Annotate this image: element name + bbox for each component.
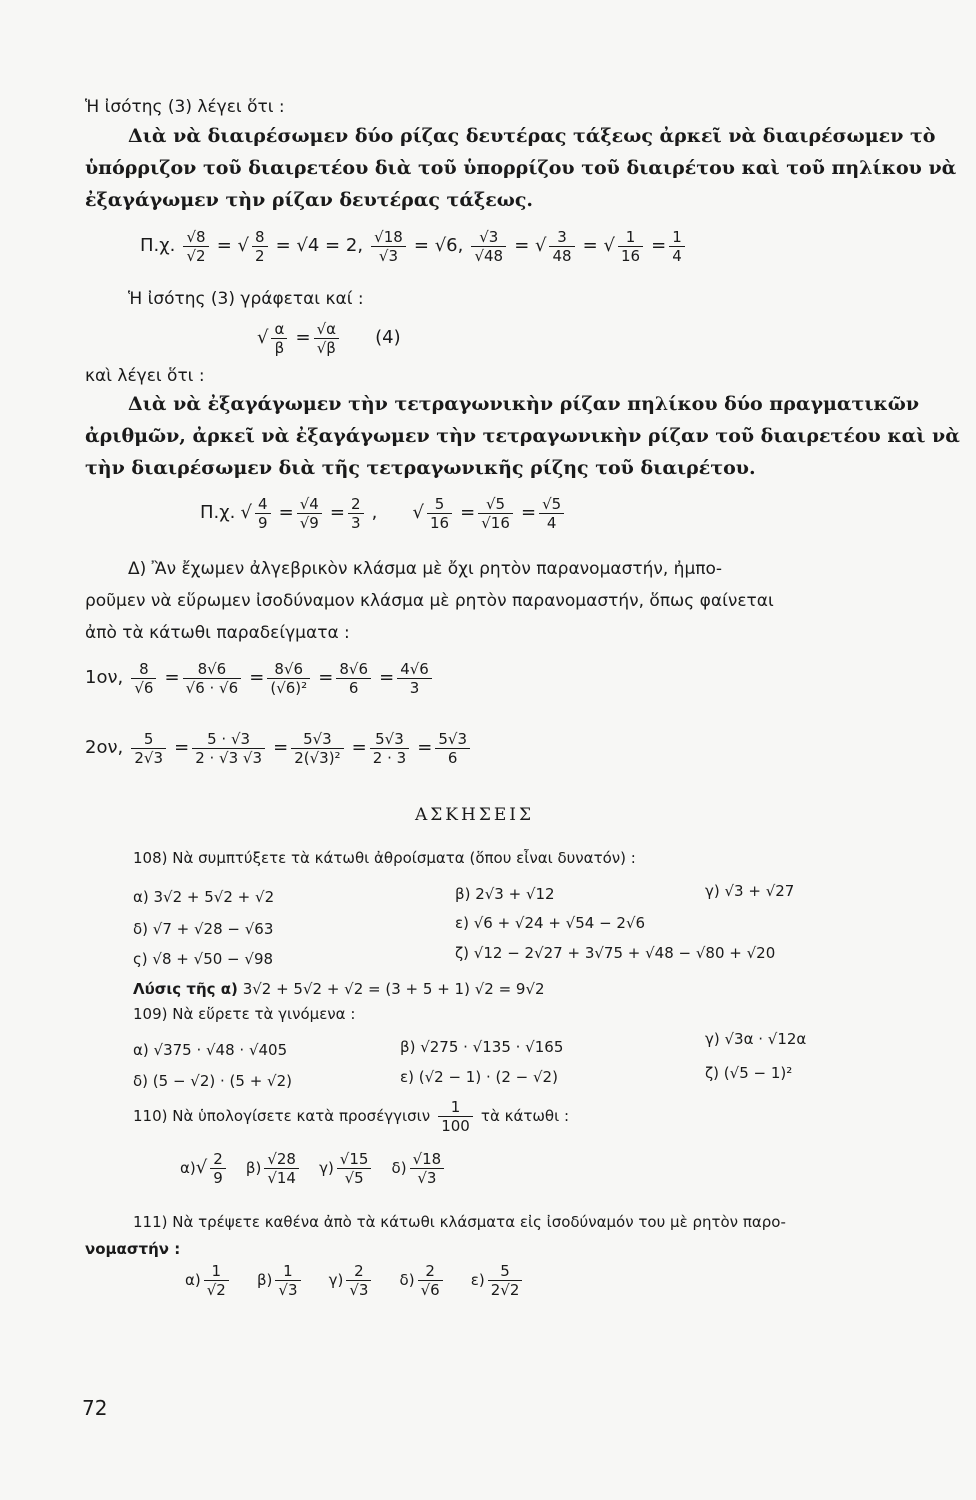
fraction: $\frac{5}{16}$ [427,495,452,532]
solution-text: 3√2 + 5√2 + √2 = (3 + 5 + 1) √2 = 9√2 [242,980,545,998]
fraction: $\frac{1}{100}$ [438,1098,473,1135]
solution-label: Λύσις τῆς α) [133,980,238,998]
exercise-109-title: 109) Νὰ εὕρετε τὰ γινόμενα : [133,1005,356,1023]
exercise-108-b: β) 2√3 + √12 [455,885,555,903]
fraction: $\frac{5√3}{\text{2(√3)²}}$ [291,730,343,767]
fraction: $\frac{2}{3}$ [348,495,364,532]
fraction: $\frac{1}{4}$ [669,228,685,265]
exercise-108-solution [133,980,545,998]
rule2-text-2: ἀριθμῶν, ἀρκεῖ νὰ ἐξαγάγωμεν τὴν τετραγωνικὴν ρίζαν τοῦ διαιρετέου καὶ νὰ [85,425,960,447]
rule-text-1: Διὰ νὰ διαιρέσωμεν δύο ρίζας δευτέρας τάξεως ἀρκεῖ νὰ διαιρέσωμεν τὸ [128,125,936,147]
section-d-line-3: ἀπὸ τὰ κάτωθι παραδείγματα : [85,623,350,643]
rule2-text-3: τὴν διαιρέσωμεν διὰ τῆς τετραγωνικῆς ρίζης τοῦ διαιρέτου. [85,457,756,479]
fraction: $\frac{5}{2√3}$ [131,730,166,767]
fraction: $\frac{√18}{√3}$ [371,228,406,265]
section-d-line-1: Δ) Ἂν ἔχωμεν ἀλγεβρικὸν κλάσμα μὲ ὄχι ρητὸν παρανομαστήν, ἠμπο- [128,559,723,579]
exercise-108-title: 108) Νὰ συμπτύξετε τὰ κάτωθι ἀθροίσματα (ὅπου εἶναι δυνατόν) : [133,849,636,867]
fraction: $\frac{8}{2}$ [252,228,268,265]
fraction: $\frac{5}{2√2}$ [488,1262,523,1299]
row-label: 1ον, [85,667,124,688]
exercise-108-d: δ) √7 + √28 − √63 [133,920,274,938]
example-label: Π.χ. [140,235,176,256]
fraction: $\frac{√18}{√3}$ [410,1150,445,1187]
fraction: $\frac{4}{9}$ [255,495,271,532]
fraction: $\frac{3}{48}$ [549,228,574,265]
fraction: $\frac{5 \cdot √3}{2 \cdot √3 √3}$ [192,730,265,767]
fraction: $\frac{√4}{√9}$ [297,495,322,532]
exercise-110-title: 110) Νὰ ὑπολογίσετε κατὰ προσέγγισιν $\frac{1}{100}$ τὰ κάτωθι : [133,1098,570,1135]
equation-4: √ $\frac{\alpha}{\beta}$ = $\frac{√\alpha}{√\beta}$ (4) [257,320,401,357]
fraction: $\frac{\alpha}{\beta}$ [271,320,287,357]
equality-line: Ἡ ἰσότης (3) γράφεται καί : [128,289,364,309]
example-1: Π.χ. $\frac{√8}{√2}$ = √ $\frac{8}{2}$ = √4 = 2, $\frac{√18}{√3}$ = √6, $\frac{√3}{√48}$ = √ $\frac{3}{48}$ = √ $\frac{1}{16}$ = $\frac{1}{4}$ [140,228,688,265]
exercise-108-z: ζ) √12 − 2√27 + 3√75 + √48 − √80 + √20 [455,944,776,962]
fraction: $\frac{8}{√6}$ [131,660,156,697]
fraction: $\frac{8√6}{6}$ [336,660,371,697]
example-row-1: 1ον, $\frac{8}{√6}$ = $\frac{8√6}{√6 \cdot √6}$ = $\frac{8√6}{\text{(√6)²}}$ = $\frac{8√6}{6}$ = $\frac{4√6}{3}$ [85,660,435,697]
fraction: $\frac{√5}{4}$ [539,495,564,532]
exercises-heading: ΑΣΚΗΣΕΙΣ [415,805,534,825]
intro-line: Ἡ ἰσότης (3) λέγει ὅτι : [85,97,285,117]
rule2-text-1: Διὰ νὰ ἐξαγάγωμεν τὴν τετραγωνικὴν ρίζαν πηλίκου δύο πραγματικῶν [128,393,920,415]
fraction: $\frac{2}{√3}$ [346,1262,371,1299]
fraction: $\frac{√15}{√5}$ [337,1150,372,1187]
exercise-111-items: α) $\frac{1}{√2}$ β) $\frac{1}{√3}$ γ) $\frac{2}{√3}$ δ) $\frac{2}{√6}$ ε) $\frac{5}{2√2}$ [185,1262,525,1299]
example-row-2: 2ον, $\frac{5}{2√3}$ = $\frac{5 \cdot √3}{2 \cdot √3 √3}$ = $\frac{5√3}{\text{2(√3)²}}$ = $\frac{5√3}{2 \cdot 3}$ = $\frac{5√3}{6}$ [85,730,473,767]
fraction: $\frac{√5}{√16}$ [478,495,513,532]
equation-tag: (4) [375,327,401,348]
example-label: Π.χ. [200,502,236,523]
fraction: $\frac{8√6}{\text{(√6)²}}$ [267,660,310,697]
page-number: 72 [82,1396,108,1420]
rule-text-3: ἐξαγάγωμεν τὴν ρίζαν δευτέρας τάξεως. [85,189,534,211]
fraction: $\frac{√3}{√48}$ [471,228,506,265]
exercise-109-c: γ) √3α · √12α [705,1030,807,1048]
exercise-110-items: α)√ $\frac{2}{9}$ β) $\frac{√28}{√14}$ γ) $\frac{√15}{√5}$ δ) $\frac{√18}{√3}$ [180,1150,447,1187]
fraction: $\frac{√8}{√2}$ [183,228,208,265]
fraction: $\frac{1}{√2}$ [204,1262,229,1299]
exercise-108-s: ς) √8 + √50 − √98 [133,950,274,968]
fraction: $\frac{2}{9}$ [210,1150,226,1187]
fraction: $\frac{1}{16}$ [618,228,643,265]
exercise-109-b: β) √275 · √135 · √165 [400,1038,564,1056]
fraction: $\frac{2}{√6}$ [418,1262,443,1299]
exercise-111-title: 111) Νὰ τρέψετε καθένα ἀπὸ τὰ κάτωθι κλάσματα εἰς ἰσοδύναμόν του μὲ ρητὸν παρο- [133,1213,786,1231]
rule-text-2: ὑπόρριζον τοῦ διαιρετέου διὰ τοῦ ὑπορρίζου τοῦ διαιρέτου καὶ τοῦ πηλίκου νὰ [85,157,957,179]
fraction: $\frac{5√3}{6}$ [435,730,470,767]
exercise-108-c: γ) √3 + √27 [705,882,795,900]
fraction: $\frac{√28}{√14}$ [264,1150,299,1187]
fraction: $\frac{8√6}{√6 \cdot √6}$ [183,660,242,697]
exercise-109-e: ε) (√2 − 1) · (2 − √2) [400,1068,558,1086]
says-line: καὶ λέγει ὅτι : [85,366,205,386]
fraction: $\frac{1}{√3}$ [275,1262,300,1299]
fraction: $\frac{4√6}{3}$ [397,660,432,697]
exercise-108-e: ε) √6 + √24 + √54 − 2√6 [455,914,646,932]
exercise-109-d: δ) (5 − √2) · (5 + √2) [133,1072,293,1090]
exercise-111-title-cont: νομαστήν : [85,1240,181,1258]
exercise-109-a: α) √375 · √48 · √405 [133,1041,288,1059]
row-label: 2ον, [85,737,124,758]
fraction: $\frac{5√3}{2 \cdot 3}$ [370,730,409,767]
section-d-line-2: ροῦμεν νὰ εὕρωμεν ἰσοδύναμον κλάσμα μὲ ρητὸν παρανομαστήν, ὅπως φαίνεται [85,591,774,611]
fraction: $\frac{√\alpha}{√\beta}$ [314,320,339,357]
exercise-108-a: α) 3√2 + 5√2 + √2 [133,888,275,906]
exercise-109-z: ζ) (√5 − 1)² [705,1064,793,1082]
example-2: Π.χ. √ $\frac{4}{9}$ = $\frac{√4}{√9}$ = $\frac{2}{3}$ , √ $\frac{5}{16}$ = $\frac{√5}{√16}$ = $\frac{√5}{4}$ [200,495,567,532]
